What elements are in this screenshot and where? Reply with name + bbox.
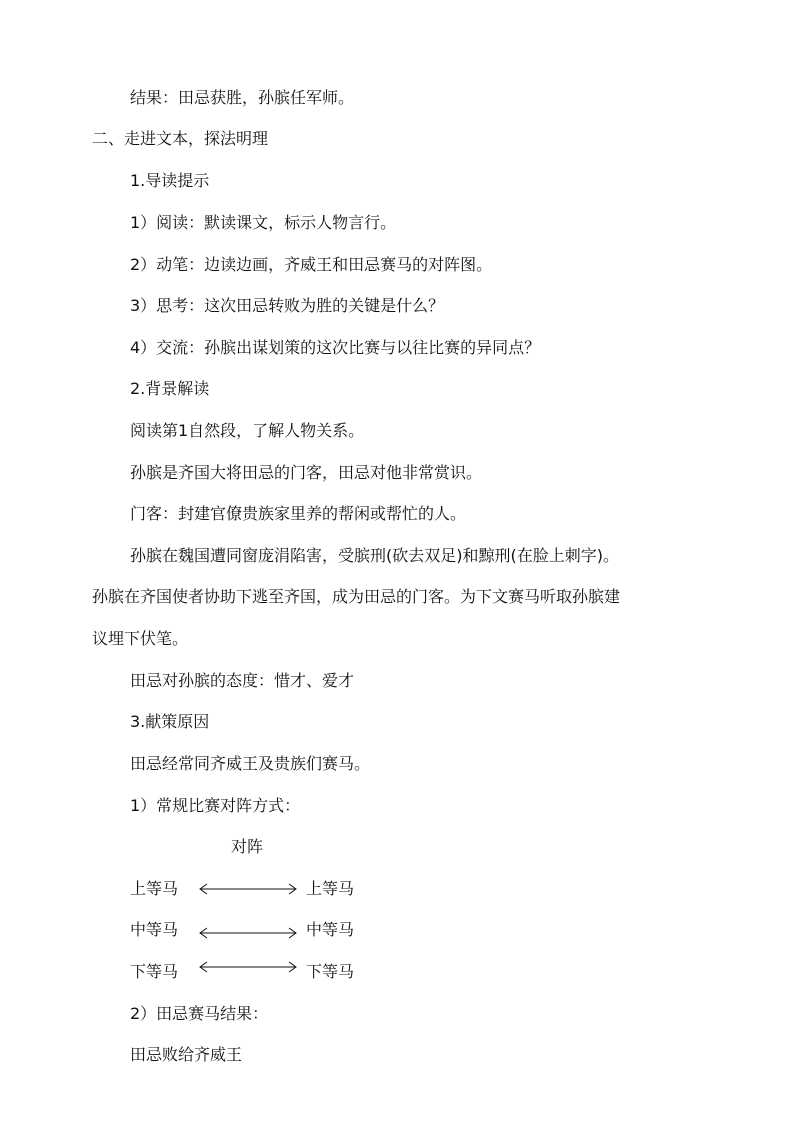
horse-right-bottom: 下等马	[306, 962, 355, 981]
tip-discuss: 4）交流：孙膑出谋划策的这次比赛与以往比赛的异同点？	[130, 338, 541, 357]
diagram-title: 对阵	[231, 837, 264, 856]
double-arrow-icon	[198, 883, 298, 895]
race-result-heading: 2）田忌赛马结果：	[130, 1004, 269, 1023]
double-arrow-icon	[198, 961, 298, 973]
tip-draw: 2）动笔：边读边画，齐威王和田忌赛马的对阵图。	[130, 255, 493, 274]
paragraph-text: 孙膑在齐国使者协助下逃至齐国，成为田忌的门客。为下文赛马听取孙膑建	[92, 587, 621, 606]
paragraph-text: 阅读第1自然段，了解人物关系。	[130, 421, 365, 440]
section-heading-2: 二、走进文本，探法明理	[92, 129, 269, 148]
definition-menke: 门客：封建官僚贵族家里养的帮闲或帮忙的人。	[130, 504, 467, 523]
result-line: 结果：田忌获胜，孙膑任军师。	[130, 88, 355, 107]
horse-right-top: 上等马	[306, 879, 355, 898]
double-arrow-icon	[198, 927, 298, 939]
paragraph-text: 孙膑在魏国遭同窗庞涓陷害，受膑刑(砍去双足)和黥刑(在脸上刺字)。	[130, 546, 619, 565]
horse-left-middle: 中等马	[130, 920, 179, 939]
paragraph-text: 议埋下伏笔。	[92, 629, 189, 648]
subheading-background: 2.背景解读	[130, 379, 210, 398]
paragraph-text: 田忌经常同齐威王及贵族们赛马。	[130, 754, 371, 773]
race-result-text: 田忌败给齐威王	[130, 1045, 243, 1064]
horse-left-top: 上等马	[130, 879, 179, 898]
horse-left-bottom: 下等马	[130, 962, 179, 981]
matchup-heading: 1）常规比赛对阵方式：	[130, 796, 301, 815]
subheading-reason: 3.献策原因	[130, 712, 210, 731]
subheading-reading-tips: 1.导读提示	[130, 171, 210, 190]
tip-read: 1）阅读：默读课文，标示人物言行。	[130, 213, 397, 232]
horse-right-middle: 中等马	[306, 920, 355, 939]
paragraph-text: 孙膑是齐国大将田忌的门客，田忌对他非常赏识。	[130, 463, 483, 482]
tip-think: 3）思考：这次田忌转败为胜的关键是什么？	[130, 296, 445, 315]
attitude-line: 田忌对孙膑的态度：惜才、爱才	[130, 671, 355, 690]
